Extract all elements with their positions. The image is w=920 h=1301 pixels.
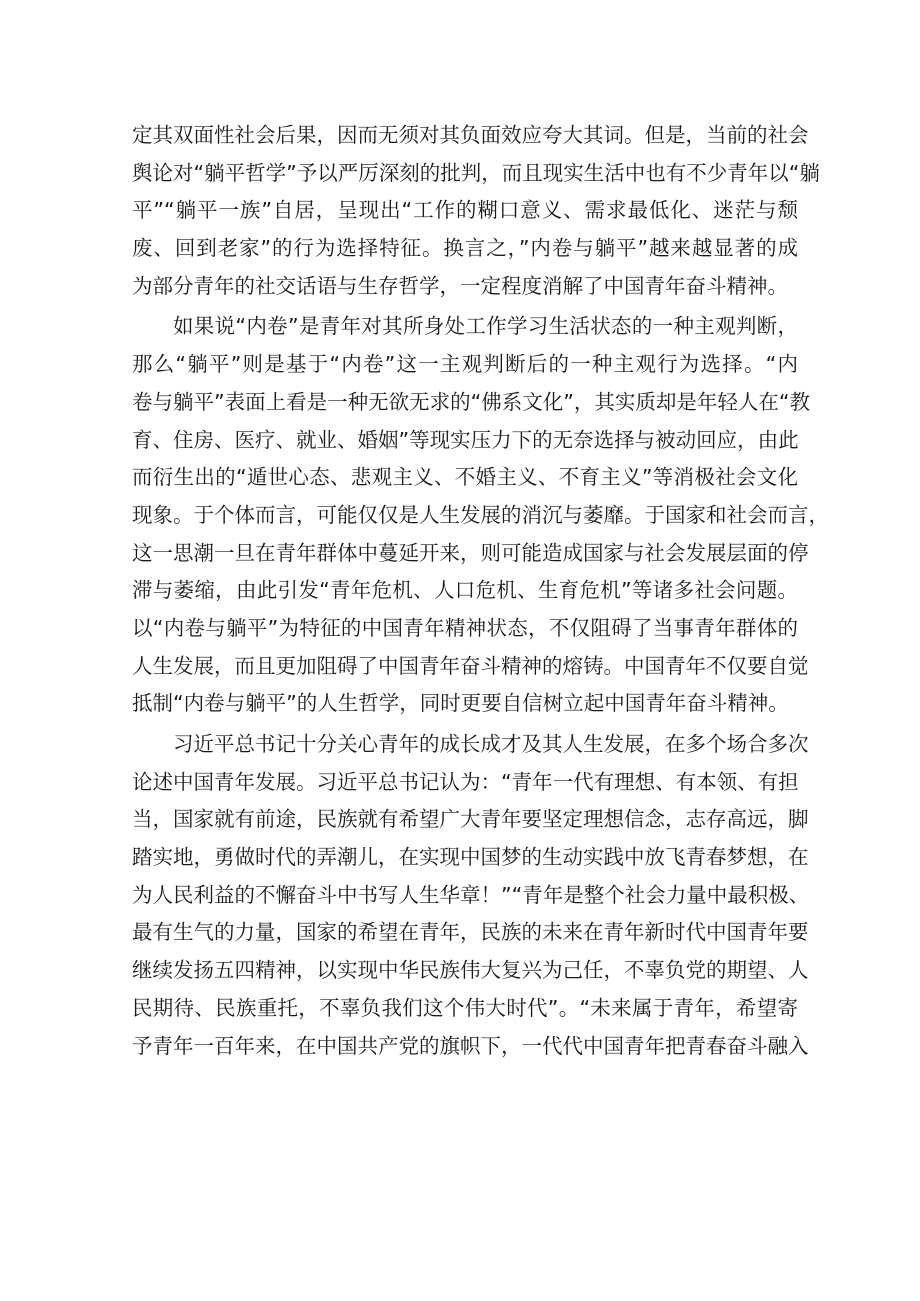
text-line: 这一思潮一旦在青年群体中蔓延开来，则可能造成国家与社会发展层面的停	[132, 540, 809, 565]
text-line: 当，国家就有前途，民族就有希望广大青年要坚定理想信念，志存高远，脚	[132, 807, 809, 832]
paragraph	[132, 726, 810, 1065]
text-line: 民期待、民族重托，不辜负我们这个伟大时代”。“未来属于青年，希望寄	[132, 995, 798, 1020]
text-line: 那么“躺平”则是基于“内卷”这一主观判断后的一种主观行为选择。“内	[132, 352, 798, 377]
text-line: 踏实地，勇做时代的弄潮儿，在实现中国梦的生动实践中放飞青春梦想，在	[132, 845, 809, 870]
paragraph	[132, 117, 820, 305]
text-line: 育、住房、医疗、就业、婚姻”等现实压力下的无奈选择与被动回应，由此	[132, 427, 799, 452]
paragraph	[132, 308, 829, 723]
text-line: 为人民利益的不懈奋斗中书写人生华章！”“青年是整个社会力量中最积极、	[132, 882, 810, 907]
text-line: 而衍生出的“遁世心态、悲观主义、不婚主义、不育主义”等消极社会文化	[132, 465, 798, 490]
text-line: 卷与躺平”表面上看是一种无欲无求的“佛系文化”，其实质却是年轻人在“教	[132, 389, 810, 414]
text-line: 人生发展，而且更加阻碍了中国青年奋斗精神的熔铸。中国青年不仅要自觉	[132, 653, 809, 678]
text-line: 平”“躺平一族”自居，呈现出“工作的糊口意义、需求最低化、迷茫与颓	[132, 198, 798, 223]
body-text	[132, 117, 829, 1065]
text-line: 定其双面性社会后果，因而无须对其负面效应夸大其词。但是，当前的社会	[132, 123, 809, 147]
text-line: 如果说“内卷”是青年对其所身处工作学习生活状态的一种主观判断，	[173, 314, 798, 339]
text-line: 滞与萎缩，由此引发“青年危机、人口危机、生育危机”等诸多社会问题。	[132, 578, 798, 603]
text-line: 现象。于个体而言，可能仅仅是人生发展的消沉与萎靡。于国家和社会而言，	[132, 502, 829, 527]
text-line: 抵制“内卷与躺平”的人生哲学，同时更要自信树立起中国青年奋斗精神。	[132, 691, 789, 716]
text-line: 继续发扬五四精神，以实现中华民族伟大复兴为己任，不辜负党的期望、人	[132, 958, 809, 983]
text-line: 以“内卷与躺平”为特征的中国青年精神状态，不仅阻碍了当事青年群体的	[132, 615, 798, 640]
text-line: 习近平总书记十分关心青年的成长成才及其人生发展，在多个场合多次	[173, 732, 809, 756]
text-line: 论述中国青年发展。习近平总书记认为：“青年一代有理想、有本领、有担	[132, 769, 799, 794]
text-line: 予青年一百年来，在中国共产党的旗帜下，一代代中国青年把青春奋斗融入	[132, 1033, 809, 1058]
text-line: 为部分青年的社交话语与生存哲学，一定程度消解了中国青年奋斗精神。	[132, 273, 788, 298]
text-line: 废、回到老家”的行为选择特征。换言之，”内卷与躺平”越来越显著的成	[132, 236, 798, 261]
text-line: 最有生气的力量，国家的希望在青年，民族的未来在青年新时代中国青年要	[132, 920, 809, 945]
text-line: 舆论对“躺平哲学”予以严厉深刻的批判，而且现实生活中也有不少青年以“躺	[132, 160, 820, 185]
